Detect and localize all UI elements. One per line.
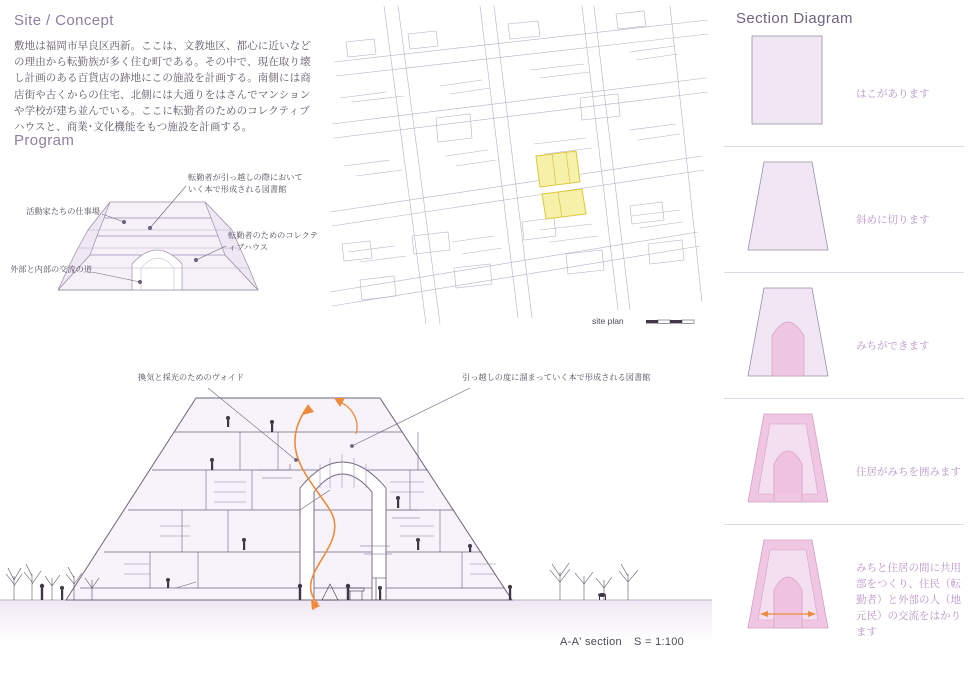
program-label-workplace: 活動家たちの仕事場 (26, 207, 100, 216)
diagram-step-2-caption: 斜めに切ります (856, 214, 930, 226)
shape-box (738, 28, 838, 138)
diagram-step-4-caption: 住居がみちを囲みます (856, 466, 961, 478)
shape-trapezoid-arch (738, 280, 838, 390)
shape-trapezoid-arch-inset (738, 406, 838, 516)
site-plan-scalebar (646, 318, 702, 328)
diagram-step-1-art (738, 28, 838, 138)
program-label-exchange-road: 外部と内部の交流の道 (10, 265, 92, 274)
diagram-divider-1 (724, 146, 964, 147)
section-diagram-heading: Section Diagram (736, 10, 853, 27)
shape-trapezoid (738, 154, 838, 264)
diagram-step-3-caption: みちができます (856, 340, 930, 352)
scalebar-svg (646, 318, 702, 328)
site-plan-drawing (330, 6, 712, 326)
diagram-divider-2 (724, 272, 964, 273)
site-concept-heading: Site / Concept (14, 12, 114, 29)
program-heading: Program (14, 132, 75, 149)
diagram-step-2-art (738, 154, 838, 264)
diagram-divider-4 (724, 524, 964, 525)
diagram-step-4-art (738, 406, 838, 516)
concept-paragraph: 敷地は福岡市早良区西新。ここは、文教地区、都心に近いなどの理由から転勤族が多く住む町である。その中で、現在取り壊し計画のある百貨店の跡地にこの施設を計画する。南側には商店街や古くからの住宅、北側には大通りをはさんでマンションや学校が建ち並んでいる。ここに転勤者のためのコレクティブハウスと、商業･文化機能をもつ施設を計画する。 (14, 40, 311, 134)
diagram-step-1 (716, 28, 971, 152)
diagram-step-2 (716, 154, 971, 278)
diagram-step-5-caption: みちと住居の間に共用部をつくり、住民（転勤者）と外部の人（地元民）の交流をはかります (856, 562, 961, 638)
section-note-void: 換気と採光のためのヴォイド (138, 373, 245, 382)
section-note-library: 引っ越しの度に溜まっていく本で形成される図書館 (462, 373, 651, 382)
program-label-collective-house: 転勤者のためのコレクティブハウス (228, 231, 318, 252)
diagram-step-1-caption: はこがあります (856, 88, 930, 100)
section-svg (0, 360, 712, 660)
section-caption: A-A' section (560, 636, 622, 648)
diagram-step-4 (716, 406, 971, 530)
shape-trapezoid-arch-flow (738, 532, 838, 642)
site-plan-caption: site plan (592, 316, 624, 326)
diagram-step-3-art (738, 280, 838, 390)
diagram-divider-3 (724, 398, 964, 399)
diagram-step-3 (716, 280, 971, 404)
section-drawing (0, 360, 712, 660)
program-diagram (0, 160, 330, 330)
diagram-step-5 (716, 532, 971, 656)
site-plan-svg (330, 6, 712, 326)
diagram-step-5-art (738, 532, 838, 642)
section-scale: S = 1:100 (634, 636, 685, 648)
program-label-library: 転勤者が引っ越しの際においていく本で形成される図書館 (188, 173, 303, 194)
section-diagram-column (716, 28, 971, 668)
